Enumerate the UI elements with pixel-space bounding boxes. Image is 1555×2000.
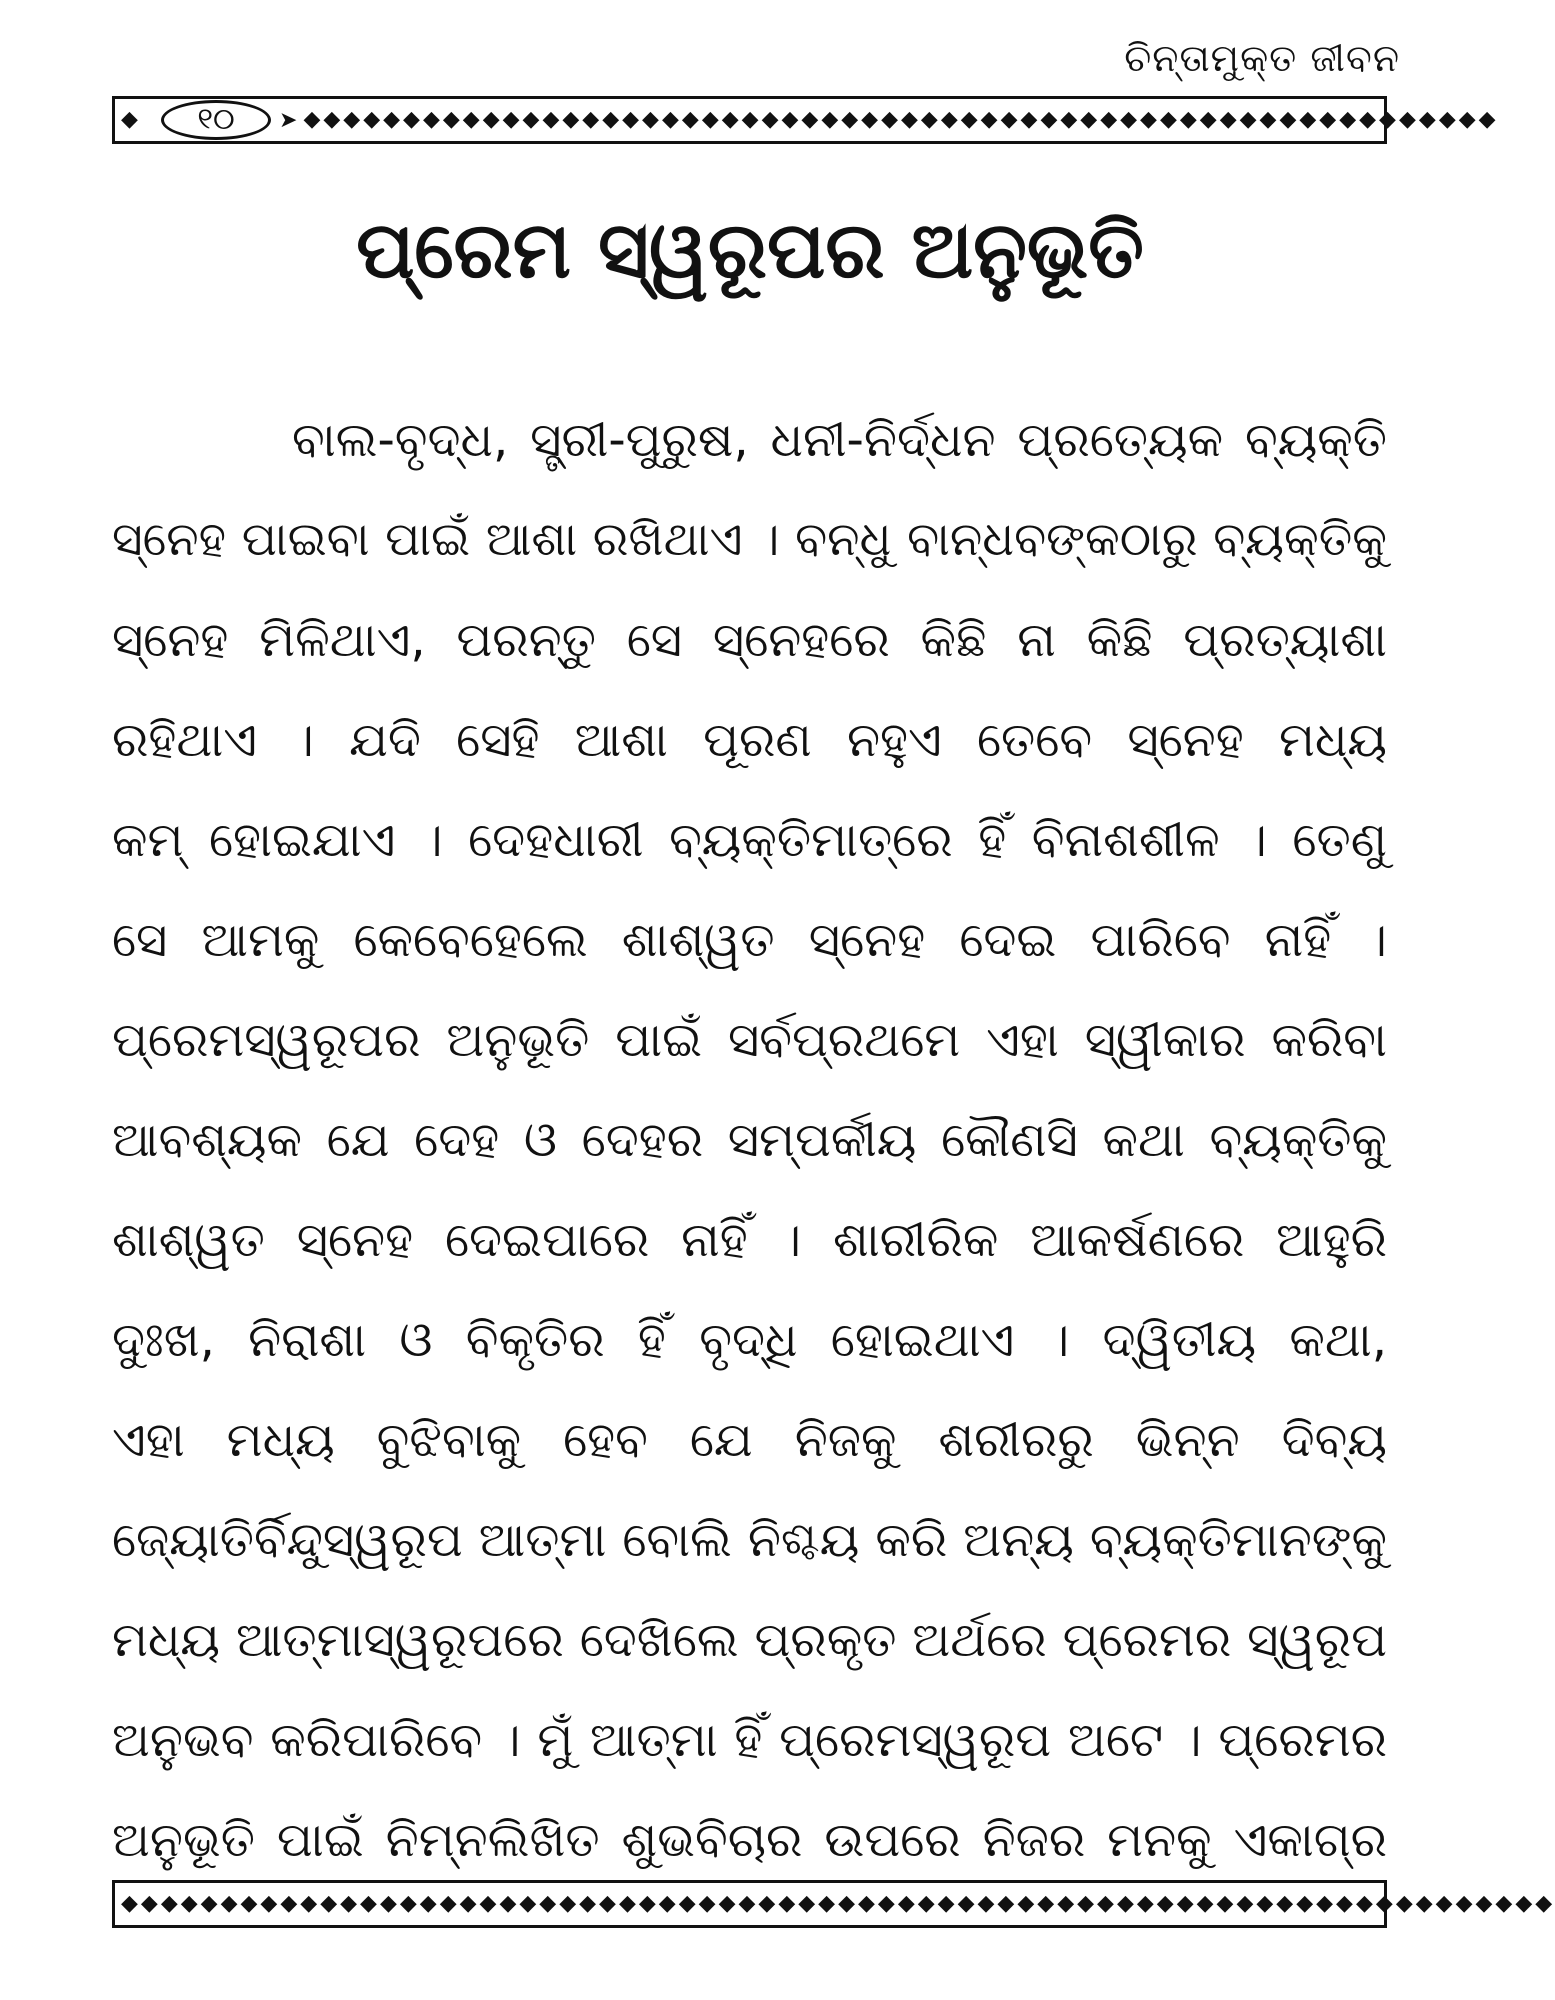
paragraph-line: ସେ ଆମକୁ କେବେହେଲେ ଶାଶ୍ୱତ ସ୍ନେହ ଦେଇ ପାରିବେ ନାହିଁ । (112, 912, 1387, 968)
paragraph-line: ସ୍ନେହ ପାଇବା ପାଇଁ ଆଶା ରଖିଥାଏ । ବନ୍ଧୁ ବାନ୍ଧବଙ୍କଠାରୁ ବ୍ୟକ୍ତିକୁ (112, 512, 1387, 567)
paragraph-line: ଅନୁଭବ କରିପାରିବେ । ମୁଁ ଆତ୍ମା ହିଁ ପ୍ରେମସ୍ୱରୂପ ଅଟେ । ପ୍ରେମର (112, 1712, 1387, 1768)
page-title: ପ୍ରେମ ସ୍ୱରୂପର ଅନୁଭୂତି (356, 206, 1144, 296)
paragraph-line: ଏହା ମଧ୍ୟ ବୁଝିବାକୁ ହେବ ଯେ ନିଜକୁ ଶରୀରରୁ ଭିନ୍ନ ଦିବ୍ୟ (112, 1412, 1387, 1468)
paragraph-line: ରହିଥାଏ । ଯଦି ସେହି ଆଶା ପୂରଣ ନହୁଏ ତେବେ ସ୍ନେହ ମଧ୍ୟ (112, 712, 1387, 768)
paragraph-line: ମଧ୍ୟ ଆତ୍ମାସ୍ୱରୂପରେ ଦେଖିଲେ ପ୍ରକୃତ ଅର୍ଥରେ ପ୍ରେମର ସ୍ୱରୂପ (112, 1612, 1387, 1668)
diamond-border-right: ◆◆◆◆◆◆◆◆◆◆◆◆◆◆◆◆◆◆◆◆◆◆◆◆◆◆◆◆◆◆◆◆◆◆◆◆◆◆◆◆◆◆◆◆◆◆◆◆◆◆◆◆◆◆◆◆◆◆◆◆ (303, 107, 1499, 132)
top-ornament-band (112, 96, 1499, 144)
paragraph-line: ବାଲ-ବୃଦ୍ଧ, ସ୍ତ୍ରୀ-ପୁରୁଷ, ଧନୀ-ନିର୍ଦ୍ଧନ ପ୍ରତ୍ୟେକ ବ୍ୟକ୍ତି (292, 412, 1387, 468)
bottom-ornament-band (112, 1880, 1555, 1928)
running-header: ଚିନ୍ତାମୁକ୍ତ ଜୀବନ (1124, 36, 1400, 80)
paragraph-line: କମ୍ ହୋଇଯାଏ । ଦେହଧାରୀ ବ୍ୟକ୍ତିମାତ୍ରେ ହିଁ ବିନାଶଶୀଳ । ତେଣୁ (112, 812, 1387, 868)
page-number: ୧୦ (161, 100, 271, 140)
paragraph-line: ପ୍ରେମସ୍ୱରୂପର ଅନୁଭୂତି ପାଇଁ ସର୍ବପ୍ରଥମେ ଏହା ସ୍ୱୀକାର କରିବା (112, 1012, 1387, 1068)
paragraph-line: ଜ୍ୟୋତିର୍ବିନ୍ଦୁସ୍ୱରୂପ ଆତ୍ମା ବୋଲି ନିଶ୍ଚୟ କରି ଅନ୍ୟ ବ୍ୟକ୍ତିମାନଙ୍କୁ (112, 1512, 1387, 1568)
diamond-border-left: ◆ (121, 107, 141, 132)
diamond-border: ◆◆◆◆◆◆◆◆◆◆◆◆◆◆◆◆◆◆◆◆◆◆◆◆◆◆◆◆◆◆◆◆◆◆◆◆◆◆◆◆◆◆◆◆◆◆◆◆◆◆◆◆◆◆◆◆◆◆◆◆◆◆◆◆◆◆◆◆◆◆◆◆ (121, 1891, 1555, 1916)
paragraph-line: ଦୁଃଖ, ନିରାଶା ଓ ବିକୃତିର ହିଁ ବୃଦ୍ଧି ହୋଇଥାଏ । ଦ୍ୱିତୀୟ କଥା, (112, 1312, 1387, 1368)
paragraph-line: ଆବଶ୍ୟକ ଯେ ଦେହ ଓ ଦେହର ସମ୍ପର୍କୀୟ କୌଣସି କଥା ବ୍ୟକ୍ତିକୁ (112, 1112, 1387, 1168)
oval-tail-icon: ➤ (279, 107, 298, 133)
body-paragraph (112, 390, 1387, 1890)
paragraph-line: ଶାଶ୍ୱତ ସ୍ନେହ ଦେଇପାରେ ନାହିଁ । ଶାରୀରିକ ଆକର୍ଷଣରେ ଆହୁରି (112, 1212, 1387, 1268)
paragraph-line: ଅନୁଭୂତି ପାଇଁ ନିମ୍ନଲିଖିତ ଶୁଭବିଚାର ଉପରେ ନିଜର ମନକୁ ଏକାଗ୍ର (112, 1812, 1387, 1868)
paragraph-line: ସ୍ନେହ ମିଳିଥାଏ, ପରନ୍ତୁ ସେ ସ୍ନେହରେ କିଛି ନା କିଛି ପ୍ରତ୍ୟାଶା (112, 612, 1387, 668)
